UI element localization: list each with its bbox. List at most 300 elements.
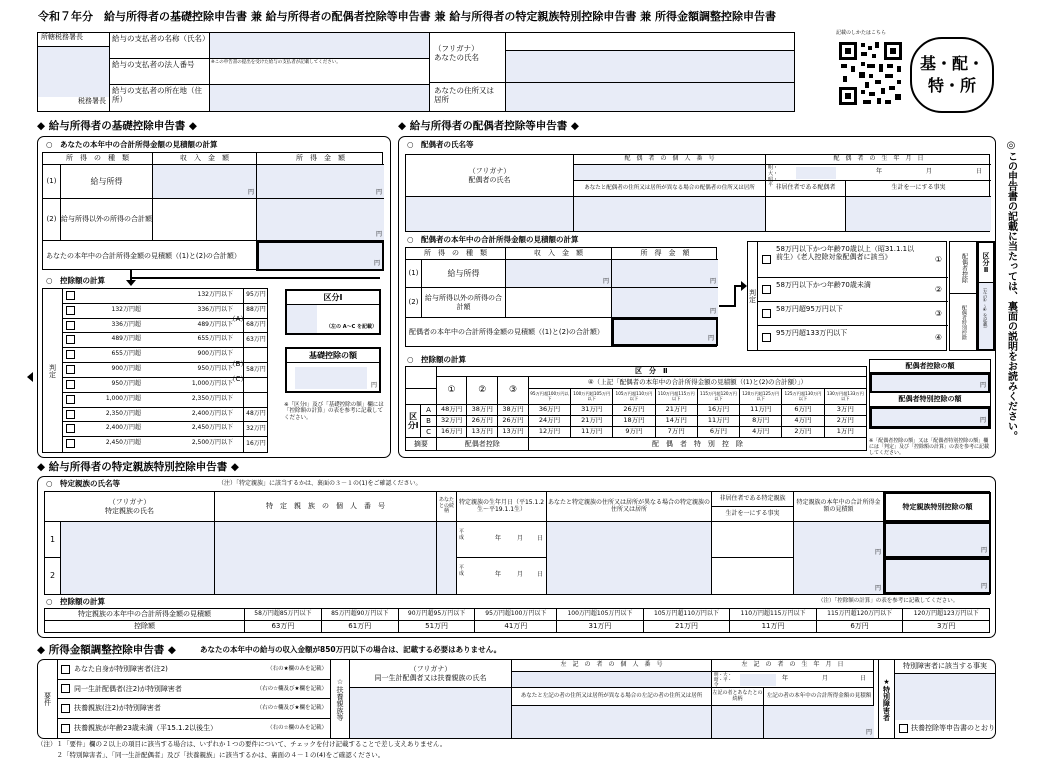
basic-row-amount: 16万円	[243, 437, 268, 452]
spouse-special-field[interactable]: 円	[870, 407, 990, 428]
rel-range: 100万円超105万円以下	[557, 609, 644, 621]
spouse-calc-value: 6万円	[782, 405, 824, 416]
basic-row-checkbox[interactable]	[66, 424, 75, 433]
rel-row-no: 1	[45, 522, 61, 558]
rel-special-field[interactable]	[884, 558, 991, 594]
qr-caption: 記載のしかたはこちら	[836, 30, 887, 36]
relative-row	[45, 522, 991, 558]
basic-calc-row	[63, 333, 268, 348]
spouse-judge-no: ③	[934, 309, 942, 318]
adjust-req-note: （右の☆欄及び★欄を記載）	[256, 705, 327, 712]
adjust-note-2: ２「特別障害者」、「同一生計配偶者」及び「扶養親族」に該当するかは、裏面の４－１の(4)をご確認ください。	[37, 751, 385, 759]
spouse-calc-value: 6万円	[697, 427, 739, 438]
kubun1-field[interactable]	[287, 305, 317, 333]
rel-year: 年	[495, 571, 502, 578]
spouse-calc-col: ③	[498, 377, 529, 405]
spouse-judge-row	[758, 278, 948, 302]
basic-row-from: 950万円超	[111, 379, 141, 387]
adjust-req-item[interactable]	[58, 680, 330, 700]
row1-label: 給与所得	[61, 165, 153, 199]
spouse-calc-header	[406, 367, 867, 377]
spouse-birth-field[interactable]: 明・大・昭・平 年 月 日	[766, 165, 991, 181]
tax-office-field[interactable]	[38, 47, 110, 97]
furigana-label: （フリガナ）	[434, 44, 479, 53]
basic-calc-row	[63, 437, 268, 452]
spouse-calc-value: 18万円	[613, 416, 655, 427]
basic-income-title: ○ あなたの本年中の合計所得金額の見積額の計算	[46, 140, 218, 149]
basic-row-from: 2,400万円超	[105, 424, 141, 432]
adjust-req-checkbox[interactable]	[61, 704, 70, 713]
attach-option[interactable]: 扶養控除等申告書のとおり	[895, 720, 995, 737]
spouse-calc-value: 4万円	[740, 427, 782, 438]
basic-total-field[interactable]: 円	[257, 241, 384, 271]
basic-row-checkbox[interactable]	[66, 395, 75, 404]
spouse-name-table	[405, 154, 990, 232]
rel-amount: 41万円	[475, 621, 557, 633]
rel-birth-field[interactable]	[457, 522, 547, 558]
adjust-number-col: 左 記 の 者 の 個 人 番 号 あなたと左記の者の住所又は居所が異なる場合の左記の者の住所又は居所	[512, 660, 712, 738]
basic-row-from: 900万円超	[111, 365, 141, 373]
rel-amount: 61万円	[321, 621, 398, 633]
basic-deduction-title: 基礎控除の額	[287, 349, 379, 363]
row1-amount-field[interactable]: 円	[257, 165, 384, 199]
basic-row-to: 950万円以下	[197, 365, 233, 373]
adjust-number-field[interactable]	[512, 672, 711, 688]
rel-calc-amount-row	[45, 621, 990, 633]
rel-income-head: 特定親族の本年中の合計所得金額の見積額	[794, 492, 884, 522]
spouse-judge-row	[758, 242, 948, 278]
basic-row-from: 2,350万円超	[105, 409, 141, 417]
spouse-calc-row	[406, 405, 867, 416]
s-row1-amount-field[interactable]: 円	[612, 260, 718, 288]
spouse-section	[398, 136, 996, 458]
rel-income-field[interactable]	[794, 558, 884, 594]
rel-special-field[interactable]	[884, 522, 991, 558]
spouse-birth-label: 配 偶 者 の 生 年 月 日	[766, 155, 991, 165]
rel-birth-head: 特定親族の生年月日（平15.1.2生～平19.1.1生）	[457, 492, 547, 522]
rel-income-field[interactable]	[794, 522, 884, 558]
qr-code-icon[interactable]	[837, 40, 904, 107]
rel-special-head: 特定親族特別控除の額	[884, 492, 991, 522]
adjust-relation-field[interactable]	[712, 706, 764, 738]
c4-title: ④（上記「配偶者の本年中の合計所得金額の見積額（(1)と(2)の合計額）」）	[528, 377, 866, 389]
col-type: 所 得 の 種 類	[43, 153, 153, 165]
s-total-field[interactable]: 円	[612, 318, 718, 346]
spouse-judge-checkbox[interactable]	[762, 255, 771, 264]
spouse-judge-label: 95万円超133万円以下	[776, 329, 848, 337]
kubun-letter: B	[421, 416, 436, 427]
c4-range: 120万円超125万円以下	[740, 389, 782, 405]
s-total-label: 配偶者の本年中の合計所得金額の見積額（(1)と(2)の合計額）	[406, 318, 612, 346]
spouse-calc-value: 13万円	[467, 427, 498, 438]
adjust-req-label: 扶養親族(注2)が特別障害者	[74, 704, 161, 713]
adjust-req-checkbox[interactable]	[61, 724, 70, 733]
spouse-number-field[interactable]	[574, 165, 766, 181]
basic-calc-row	[63, 393, 268, 408]
spouse-calc-value: 38万円	[498, 405, 529, 416]
payer-name-field[interactable]	[210, 33, 430, 59]
badge-text: 基・配・特・所	[920, 53, 985, 95]
rel-amount: 63万円	[245, 621, 322, 633]
row1-income-field[interactable]: 円	[153, 165, 257, 199]
basic-row-to: 2,400万円以下	[191, 409, 233, 417]
relative-section	[37, 476, 996, 638]
basic-row-to: 2,350万円以下	[191, 394, 233, 402]
rel-relation-field[interactable]	[437, 558, 457, 594]
adjust-req-label: あなた自身が特別障害者(注2)	[74, 665, 168, 674]
spouse-special-kind: 配偶者特別控除	[960, 304, 967, 340]
adjust-address-field[interactable]	[512, 706, 711, 738]
basic-total-label: あなたの本年中の合計所得金額の見積額（(1)と(2)の合計額）	[43, 241, 257, 271]
spouse-calc-value: 26万円	[467, 416, 498, 427]
basic-row-checkbox[interactable]	[66, 350, 75, 359]
spouse-calc-subheader	[406, 377, 867, 389]
disabled-label: ★特別障害者	[878, 660, 894, 738]
form-type-badge	[910, 37, 994, 113]
spouse-deduct-field[interactable]: 円	[870, 373, 990, 393]
adjust-req-item[interactable]	[58, 660, 330, 680]
relative-name-note: （注）「特定親族」に該当するかは、裏面の３－１の(1)をご確認ください。	[218, 480, 422, 487]
row1-no: (1)	[43, 165, 61, 199]
spouse-calc-value: 11万円	[740, 405, 782, 416]
kubun-letter: A	[421, 405, 436, 416]
s-row2-no: (2)	[406, 288, 422, 318]
group-b: （B）	[228, 360, 248, 368]
rel-range: 115万円超120万円以下	[816, 609, 903, 621]
rel-number-field[interactable]	[215, 522, 437, 558]
your-address-field[interactable]	[506, 83, 794, 111]
tax-office-suffix: 税務署長	[38, 97, 110, 111]
relative-table	[44, 491, 990, 595]
star-dependents-label: ☆扶養親族等	[330, 660, 350, 738]
spouse-calc-value: 21万円	[655, 405, 697, 416]
spouse-judge-table	[747, 241, 947, 351]
adjust-req-item[interactable]	[58, 719, 330, 739]
rel-est-label: 特定親族の本年中の合計所得金額の見積額	[45, 609, 245, 621]
rel-relation-head: あなたとの続柄	[437, 492, 457, 522]
basic-row-checkbox[interactable]	[66, 380, 75, 389]
spouse-nonresident-field[interactable]	[766, 197, 846, 231]
spouse-calc-value: 24万円	[528, 416, 570, 427]
spouse-calc-value: 13万円	[498, 427, 529, 438]
spouse-calc-value: 11万円	[697, 416, 739, 427]
rel-amount: 31万円	[557, 621, 644, 633]
spouse-calc-value: 9万円	[613, 427, 655, 438]
spouse-calc-col: ②	[467, 377, 498, 405]
adjust-req-checkbox[interactable]	[61, 665, 70, 674]
spouse-calc-value: 1万円	[824, 427, 866, 438]
spouse-calc-col: ①	[436, 377, 467, 405]
rel-nonres-field[interactable]	[712, 558, 794, 594]
rel-nonres-field[interactable]	[712, 522, 794, 558]
spouse-income-title: ○ 配偶者の本年中の合計所得金額の見積額の計算	[407, 235, 579, 244]
basic-row-checkbox[interactable]	[66, 335, 75, 344]
col-amount: 所 得 金 額	[257, 153, 384, 165]
adjust-income-field[interactable]: 円	[764, 706, 874, 738]
adjust-req-label: 同一生計配偶者(注2)が特別障害者	[74, 684, 182, 693]
spouse-deduct-kind: 配偶者控除	[960, 252, 968, 283]
basic-row-amount: 48万円	[243, 408, 268, 422]
spouse-address-diff-label: あなたと配偶者の住所又は居所が異なる場合の配偶者の住所又は居所	[574, 181, 766, 197]
spouse-nonresident-label: 非居住者である配偶者	[766, 181, 846, 197]
spouse-calc-row	[406, 416, 867, 427]
basic-row-checkbox[interactable]	[66, 291, 75, 300]
kubun2-title: 区分Ⅱ	[982, 251, 991, 274]
group-c: （C）	[228, 375, 248, 383]
basic-section-title: ◆ 給与所得者の基礎控除申告書 ◆	[37, 120, 197, 132]
adjust-birth-field[interactable]: 明・大・昭・平・令 年 月 日	[712, 672, 873, 688]
basic-row-amount: 68万円	[243, 319, 268, 333]
group-a: （A）	[228, 315, 248, 323]
spouse-same-living-label: 生計を一にする事実	[846, 181, 991, 197]
adjust-req-label: 要件	[38, 660, 58, 738]
payer-address-label: 給与の支払者の所在地（住所）	[110, 85, 210, 111]
rel-number-field[interactable]	[215, 558, 437, 594]
basic-calc-table	[42, 288, 268, 453]
rel-number-head: 特 定 親 族 の 個 人 番 号	[215, 492, 437, 522]
kubun1-box	[285, 289, 381, 335]
kubun-letter: C	[421, 427, 436, 438]
rel-name-head: （フリガナ） 特定親族の氏名	[45, 492, 215, 522]
spouse-judge-label: 58万円以下かつ年齢70歳未満	[776, 281, 871, 289]
rel-range: 95万円超100万円以下	[475, 609, 557, 621]
rel-amount: 21万円	[643, 621, 730, 633]
s-col-amount: 所 得 金 額	[612, 248, 718, 260]
row2-no: (2)	[43, 199, 61, 241]
spouse-calc-value: 31万円	[571, 405, 613, 416]
relative-row	[45, 558, 991, 594]
spouse-judge-row	[758, 326, 948, 350]
summary-label: 摘要	[406, 438, 437, 451]
basic-row-checkbox[interactable]	[66, 365, 75, 374]
spouse-judge-no: ①	[934, 255, 942, 264]
c4-range: 105万円超110万円以下	[613, 389, 655, 405]
spouse-footnote: ※「配偶者控除の額」又は「配偶者特別控除の額」欄には「判定」及び「控除額の計算」の表を参考に記載してください。	[869, 438, 990, 456]
spouse-calc-value: 21万円	[571, 416, 613, 427]
basic-row-to: 132万円以下	[197, 291, 233, 298]
disabled-fact-field[interactable]	[895, 674, 995, 720]
rel-year: 年	[495, 535, 502, 542]
s-row2-label: 給与所得以外の所得の合計額	[422, 288, 506, 318]
spouse-section-title: ◆ 給与所得者の配偶者控除等申告書 ◆	[398, 120, 579, 132]
rel-address-head: あなたと特定親族の住所又は居所が異なる場合の特定親族の住所又は居所	[547, 492, 712, 522]
arrow-down-icon	[126, 280, 136, 286]
spouse-calc-value: 7万円	[655, 427, 697, 438]
adjust-req-item[interactable]	[58, 699, 330, 719]
c4-range: 130万円超133万円以下	[824, 389, 866, 405]
spouse-calc-value: 2万円	[782, 427, 824, 438]
spouse-calc-value: 12万円	[528, 427, 570, 438]
spouse-judge-checkbox[interactable]	[762, 309, 771, 318]
spouse-deduct-title: 配偶者控除の額	[870, 360, 990, 373]
basic-row-checkbox[interactable]	[66, 410, 75, 419]
rel-address-field[interactable]	[547, 558, 712, 594]
c4-range: 95万円超100万円以下	[528, 389, 570, 405]
spouse-calc-value: 11万円	[571, 427, 613, 438]
spouse-name-label: （フリガナ） 配偶者の氏名	[406, 155, 574, 197]
kubun1-note: （左の A～C を記載）	[325, 324, 377, 331]
row2-amount-field[interactable]: 円	[257, 199, 384, 241]
rel-name-field[interactable]	[61, 522, 215, 558]
yen-unit: 円	[874, 549, 881, 557]
basic-row-from: 336万円超	[111, 320, 141, 328]
payer-number-field[interactable]	[210, 59, 430, 85]
row2-label: 給与所得以外の所得の合計額	[61, 199, 153, 241]
spouse-calc-value: 32万円	[436, 416, 467, 427]
basic-row-amount: 58万円	[243, 363, 268, 377]
rel-nonres-head: 非居住者である特定親族 生計を一にする事実	[712, 492, 794, 522]
adjust-note-1: （注）１「要件」欄の２以上の項目に該当する場合は、いずれか１つの要件について、チェックを付け記載することで差し支えありません。	[37, 740, 447, 748]
spouse-calc-value: 8万円	[740, 416, 782, 427]
side-note: ◎この申告書の記載に当たっては、裏面の説明をお読みください。	[1005, 140, 1017, 441]
spouse-judge-kind	[949, 241, 977, 351]
spouse-calc-title: ○ 控除額の計算	[407, 355, 467, 364]
s-row2-amount-field[interactable]: 円	[612, 288, 718, 318]
basic-row-checkbox[interactable]	[66, 439, 75, 448]
payer-name-label: 給与の支払者の名称（氏名）	[110, 33, 210, 59]
tax-office-label: 所轄税務署長	[38, 33, 110, 47]
rel-era: 平成	[459, 565, 465, 577]
rel-amount-label: 控除額	[45, 621, 245, 633]
s-row1-no: (1)	[406, 260, 422, 288]
basic-row-from: 2,450万円超	[105, 439, 141, 447]
spouse-calc-value: 3万円	[824, 405, 866, 416]
rel-name-field[interactable]	[61, 558, 215, 594]
c4-range: 125万円超130万円以下	[782, 389, 824, 405]
basic-row-to: 1,000万円以下	[191, 379, 233, 387]
basic-row-to: 2,450万円以下	[191, 424, 233, 432]
relative-calc-title: ○ 控除額の計算	[46, 597, 106, 606]
s-row1-label: 給与所得	[422, 260, 506, 288]
relative-calc-table	[44, 608, 990, 633]
disabled-fact-col: 特別障害者に該当する事実 扶養控除等申告書のとおり	[894, 660, 995, 738]
rel-birth-field[interactable]	[457, 558, 547, 594]
kubun2-box	[977, 241, 995, 351]
adjust-req-note: （右の☆欄のみを記載）	[267, 725, 327, 732]
spouse-calc-table	[405, 366, 867, 451]
relative-calc-note: （注）「控除額の計算」の表を参考に記載してください。	[818, 598, 959, 604]
spouse-judge-row	[758, 302, 948, 326]
your-name-label	[430, 33, 506, 83]
yen-unit: 円	[980, 583, 987, 591]
kubun2-field[interactable]: （左の①～④を記載）	[979, 283, 993, 349]
spouse-judge-checkbox[interactable]	[762, 333, 771, 342]
form-title: 令和７年分 給与所得者の基礎控除申告書 兼 給与所得者の配偶者控除等申告書 兼 給与所得者の特定親族特別控除申告書 兼 所得金額調整控除申告書	[38, 10, 776, 23]
rel-amount: 3万円	[903, 621, 990, 633]
basic-row-amount: 88万円	[243, 304, 268, 318]
basic-calc-row	[63, 289, 268, 304]
spouse-name-title: ○ 配偶者の氏名等	[407, 140, 474, 149]
spouse-calc-value: 38万円	[467, 405, 498, 416]
adjust-req-checkbox[interactable]	[61, 684, 70, 693]
col-income: 収 入 金 額	[153, 153, 257, 165]
rel-calc-range-row	[45, 609, 990, 621]
your-name-furigana-field[interactable]	[506, 33, 794, 51]
spouse-name-field[interactable]	[406, 197, 574, 231]
spouse-calc-value: 16万円	[697, 405, 739, 416]
spouse-judge-checkbox[interactable]	[762, 285, 771, 294]
spouse-judge-no: ②	[934, 285, 942, 294]
summary-a: 配偶者控除	[436, 438, 528, 451]
row2-income-empty	[153, 199, 257, 241]
adjust-req-note: （右の☆欄及び★欄を記載）	[256, 685, 327, 692]
basic-row-to: 655万円以下	[197, 335, 233, 343]
basic-row-amount	[243, 393, 268, 407]
your-address-label: あなたの住所又は居所	[430, 83, 506, 111]
kubun1-side-label: 区分Ⅰ	[406, 405, 421, 438]
rel-amount: 6万円	[816, 621, 903, 633]
basic-row-from: 1,000万円超	[105, 394, 141, 402]
s-judge-label: 判定	[748, 242, 758, 350]
spouse-calc-value: 16万円	[436, 427, 467, 438]
rel-range: 90万円超95万円以下	[398, 609, 475, 621]
adjust-name-field[interactable]	[350, 688, 511, 738]
spouse-calc-value: 14万円	[655, 416, 697, 427]
s-row1-income-field[interactable]: 円	[506, 260, 612, 288]
basic-row-checkbox[interactable]	[66, 306, 75, 315]
spouse-address-field[interactable]	[574, 197, 766, 231]
basic-row-from: 489万円超	[111, 335, 141, 343]
spouse-calc-value: 4万円	[782, 416, 824, 427]
basic-section	[37, 136, 391, 458]
adjust-name-col: （フリガナ） 同一生計配偶者又は扶養親族の氏名	[350, 660, 512, 738]
rel-range: 105万円超110万円以下	[643, 609, 730, 621]
rel-address-field[interactable]	[547, 522, 712, 558]
spouse-special-title: 配偶者特別控除の額	[870, 393, 990, 407]
rel-relation-field[interactable]	[437, 522, 457, 558]
rel-range: 85万円超90万円以下	[321, 609, 398, 621]
spouse-calc-value: 36万円	[528, 405, 570, 416]
basic-footnote: ※「区分Ⅰ」及び「基礎控除の額」欄には「控除額の計算」の表を参考に記載してください。	[284, 402, 384, 421]
c4-range: 110万円超115万円以下	[655, 389, 697, 405]
basic-deduction-field[interactable]	[295, 367, 367, 389]
basic-row-to: 489万円以下	[197, 320, 233, 328]
spouse-same-living-field[interactable]	[846, 197, 991, 231]
spouse-income-table	[405, 247, 717, 347]
payer-address-field[interactable]	[210, 85, 430, 111]
adjust-subtitle: あなたの本年中の給与の収入金額が850万円以下の場合は、記載する必要はありません。	[200, 645, 502, 654]
basic-deduction-box: 基礎控除の額 円	[285, 347, 381, 393]
basic-row-amount: 32万円	[243, 422, 268, 436]
rel-month: 月	[517, 535, 524, 542]
basic-calc-row	[63, 422, 268, 437]
spouse-calc-row	[406, 427, 867, 438]
adjust-req-note: （右の★欄のみを記載）	[267, 666, 327, 673]
kubun2-head: 区 分 Ⅱ	[436, 367, 866, 377]
relative-name-title: ○ 特定親族の氏名等	[46, 479, 121, 488]
s-col-income: 収 入 金 額	[506, 248, 612, 260]
rel-range: 110万円超115万円以下	[730, 609, 817, 621]
attach-checkbox[interactable]	[899, 724, 908, 733]
basic-row-checkbox[interactable]	[66, 321, 75, 330]
kubun1-title: 区分Ⅰ	[287, 291, 379, 305]
c4-range: 115万円超120万円以下	[697, 389, 739, 405]
judge-label: 判定	[43, 289, 63, 452]
rel-day: 日	[537, 571, 544, 578]
your-name-field[interactable]	[506, 51, 794, 83]
s-col-type: 所 得 の 種 類	[406, 248, 506, 260]
yen-unit: 円	[980, 547, 987, 555]
summary-b: 配 偶 者 特 別 控 除	[528, 438, 866, 451]
adjust-section-title: ◆ 所得金額調整控除申告書 ◆	[37, 644, 176, 656]
rel-era: 平成	[459, 529, 465, 541]
payer-number-note: ※この申告書の提出を受けた給与の支払者が記載してください。	[211, 60, 341, 65]
spouse-number-label: 配 偶 者 の 個 人 番 号	[574, 155, 766, 165]
adjust-req-label: 扶養親族が年齢23歳未満（平15.1.2以後生）	[74, 724, 218, 733]
your-name-text: あなたの氏名	[434, 52, 479, 62]
spouse-judge-no: ④	[934, 333, 942, 342]
basic-row-from: 132万円超	[111, 305, 141, 313]
